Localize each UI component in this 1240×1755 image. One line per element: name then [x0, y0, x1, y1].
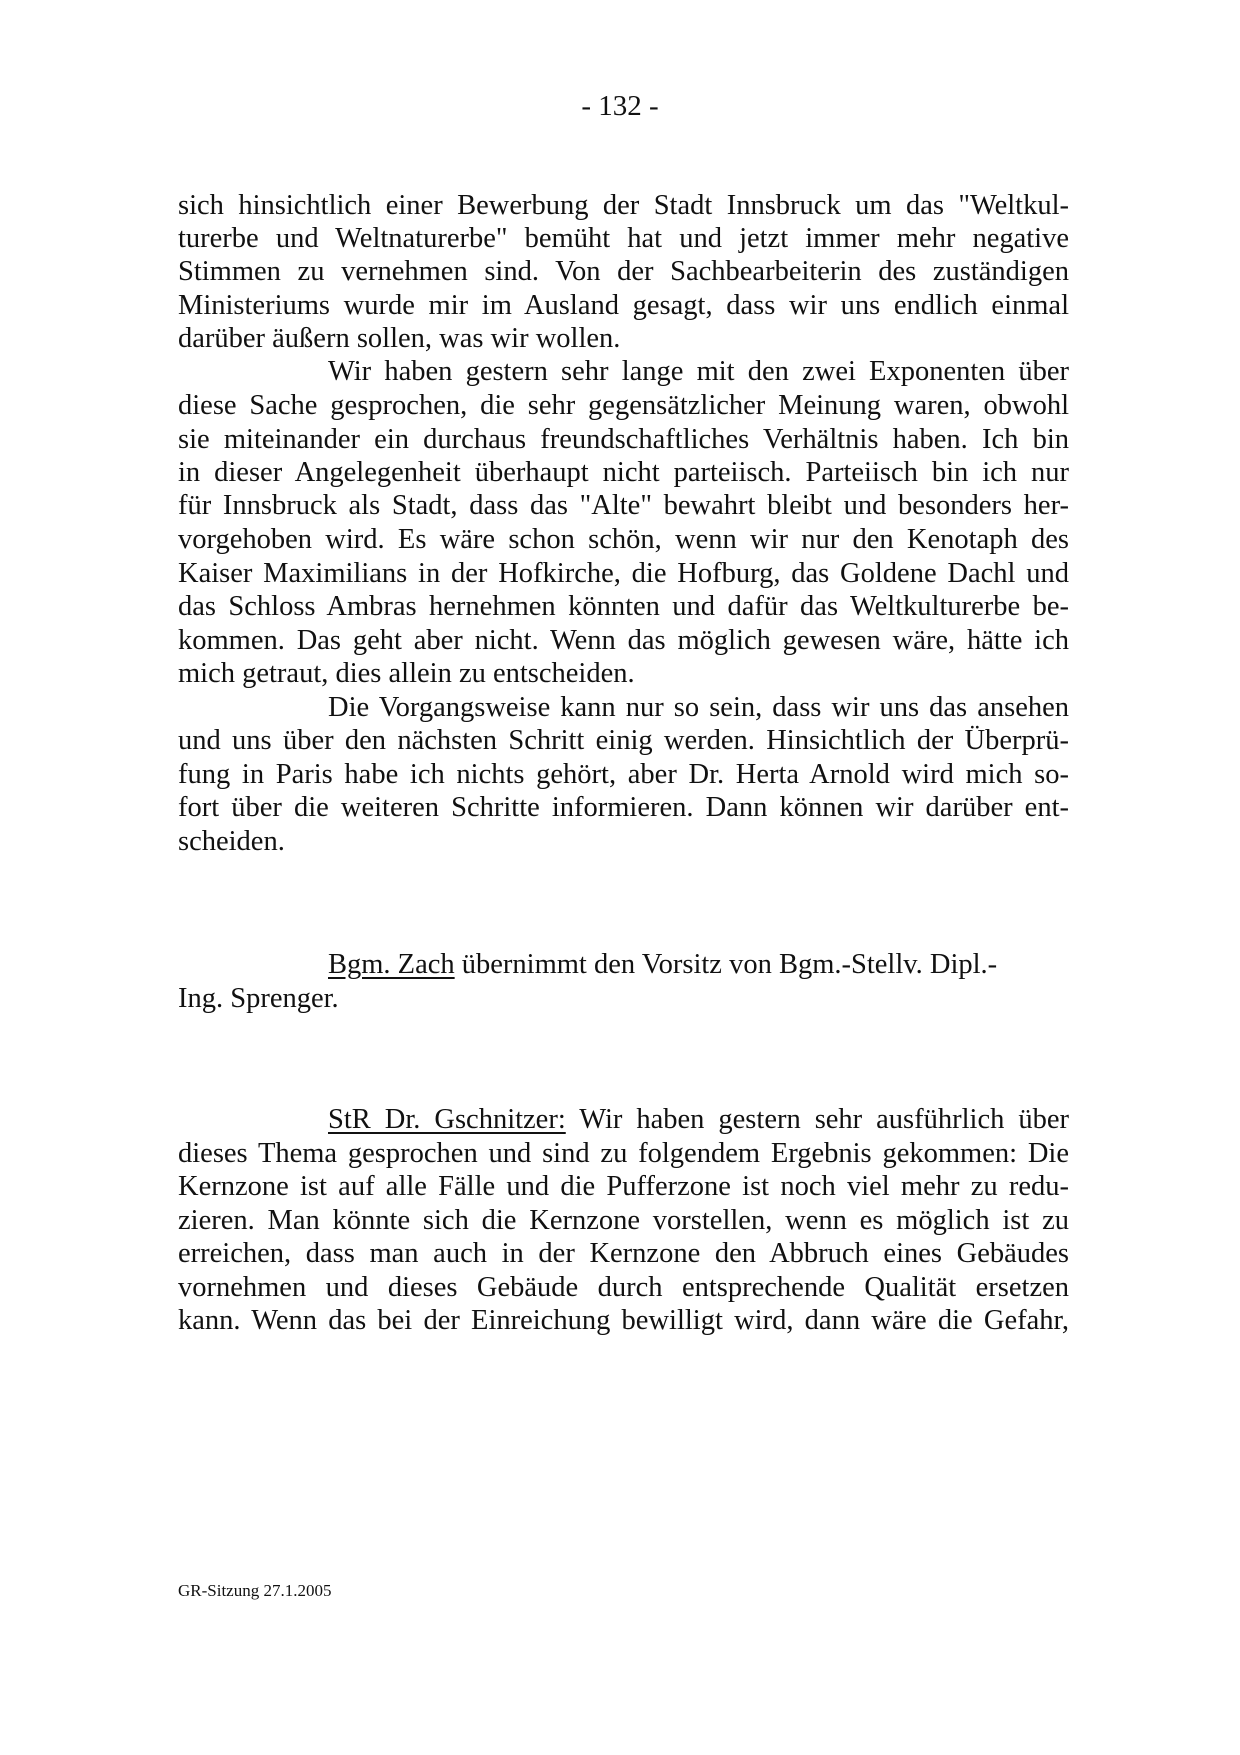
statement-line-5: erreichen, dass man auch in der Kernzone den Abbruch eines Gebäudes — [178, 1238, 1069, 1269]
statement-line-1 — [328, 1101, 1069, 1138]
paragraph-2-line-9: kommen. Das geht aber nicht. Wenn das möglich gewesen wäre, hätte ich — [178, 625, 1069, 656]
statement-text: Wir haben gestern sehr ausführlich über — [565, 1104, 1069, 1135]
chair-change-line-2: Ing. Sprenger. — [178, 983, 339, 1014]
paragraph-1-line-1: sich hinsichtlich einer Bewerbung der Stadt Innsbruck um das "Weltkul- — [178, 190, 1069, 221]
paragraph-2-line-3: sie miteinander ein durchaus freundschaftliches Verhältnis haben. Ich bin — [178, 424, 1069, 455]
page-number: - 132 - — [581, 90, 659, 122]
statement-line-6: vornehmen und dieses Gebäude durch entsprechende Qualität ersetzen — [178, 1272, 1069, 1303]
paragraph-2-line-6: vorgehoben wird. Es wäre schon schön, wenn wir nur den Kenotaph des — [178, 524, 1069, 555]
paragraph-3-line-5: scheiden. — [178, 826, 285, 857]
paragraph-2-line-8: das Schloss Ambras hernehmen könnten und dafür das Weltkulturerbe be- — [178, 591, 1069, 622]
paragraph-2-line-2: diese Sache gesprochen, die sehr gegensätzlicher Meinung waren, obwohl — [178, 390, 1069, 421]
chair-change-line-1 — [328, 946, 1069, 983]
statement-line-4: zieren. Man könnte sich die Kernzone vorstellen, wenn es möglich ist zu — [178, 1205, 1069, 1236]
paragraph-2-line-7: Kaiser Maximilians in der Hofkirche, die Hofburg, das Goldene Dachl und — [178, 558, 1069, 589]
paragraph-1-line-4: Ministeriums wurde mir im Ausland gesagt, dass wir uns endlich einmal — [178, 290, 1069, 321]
paragraph-3-line-2: und uns über den nächsten Schritt einig werden. Hinsichtlich der Überprü- — [178, 725, 1069, 756]
paragraph-1-line-2: turerbe und Weltnaturerbe" bemüht hat und jetzt immer mehr negative — [178, 223, 1069, 254]
statement-line-2: dieses Thema gesprochen und sind zu folgendem Ergebnis gekommen: Die — [178, 1138, 1069, 1169]
paragraph-1-line-5: darüber äußern sollen, was wir wollen. — [178, 323, 621, 354]
paragraph-3-line-4: fort über die weiteren Schritte informieren. Dann können wir darüber ent- — [178, 792, 1069, 823]
paragraph-3-line-3: fung in Paris habe ich nichts gehört, aber Dr. Herta Arnold wird mich so- — [178, 759, 1069, 790]
speaker-name: Bgm. Zach — [328, 949, 455, 980]
paragraph-3-line-1: Die Vorgangsweise kann nur so sein, dass wir uns das ansehen — [328, 692, 1069, 723]
statement-line-3: Kernzone ist auf alle Fälle und die Pufferzone ist noch viel mehr zu redu- — [178, 1171, 1069, 1202]
paragraph-2-line-10: mich getraut, dies allein zu entscheiden. — [178, 658, 635, 689]
chair-change-text: übernimmt den Vorsitz von Bgm.-Stellv. Dipl.- — [454, 949, 998, 980]
footer-session-date: GR-Sitzung 27.1.2005 — [178, 1581, 332, 1600]
paragraph-2-line-4: in dieser Angelegenheit überhaupt nicht parteiisch. Parteiisch bin ich nur — [178, 457, 1069, 488]
statement-line-7: kann. Wenn das bei der Einreichung bewilligt wird, dann wäre die Gefahr, — [178, 1305, 1069, 1336]
speaker-name: StR Dr. Gschnitzer: — [328, 1104, 566, 1135]
paragraph-2-line-1: Wir haben gestern sehr lange mit den zwei Exponenten über — [328, 356, 1069, 387]
paragraph-1-line-3: Stimmen zu vernehmen sind. Von der Sachbearbeiterin des zuständigen — [178, 256, 1069, 287]
paragraph-2-line-5: für Innsbruck als Stadt, dass das "Alte" bewahrt bleibt und besonders her- — [178, 490, 1069, 521]
